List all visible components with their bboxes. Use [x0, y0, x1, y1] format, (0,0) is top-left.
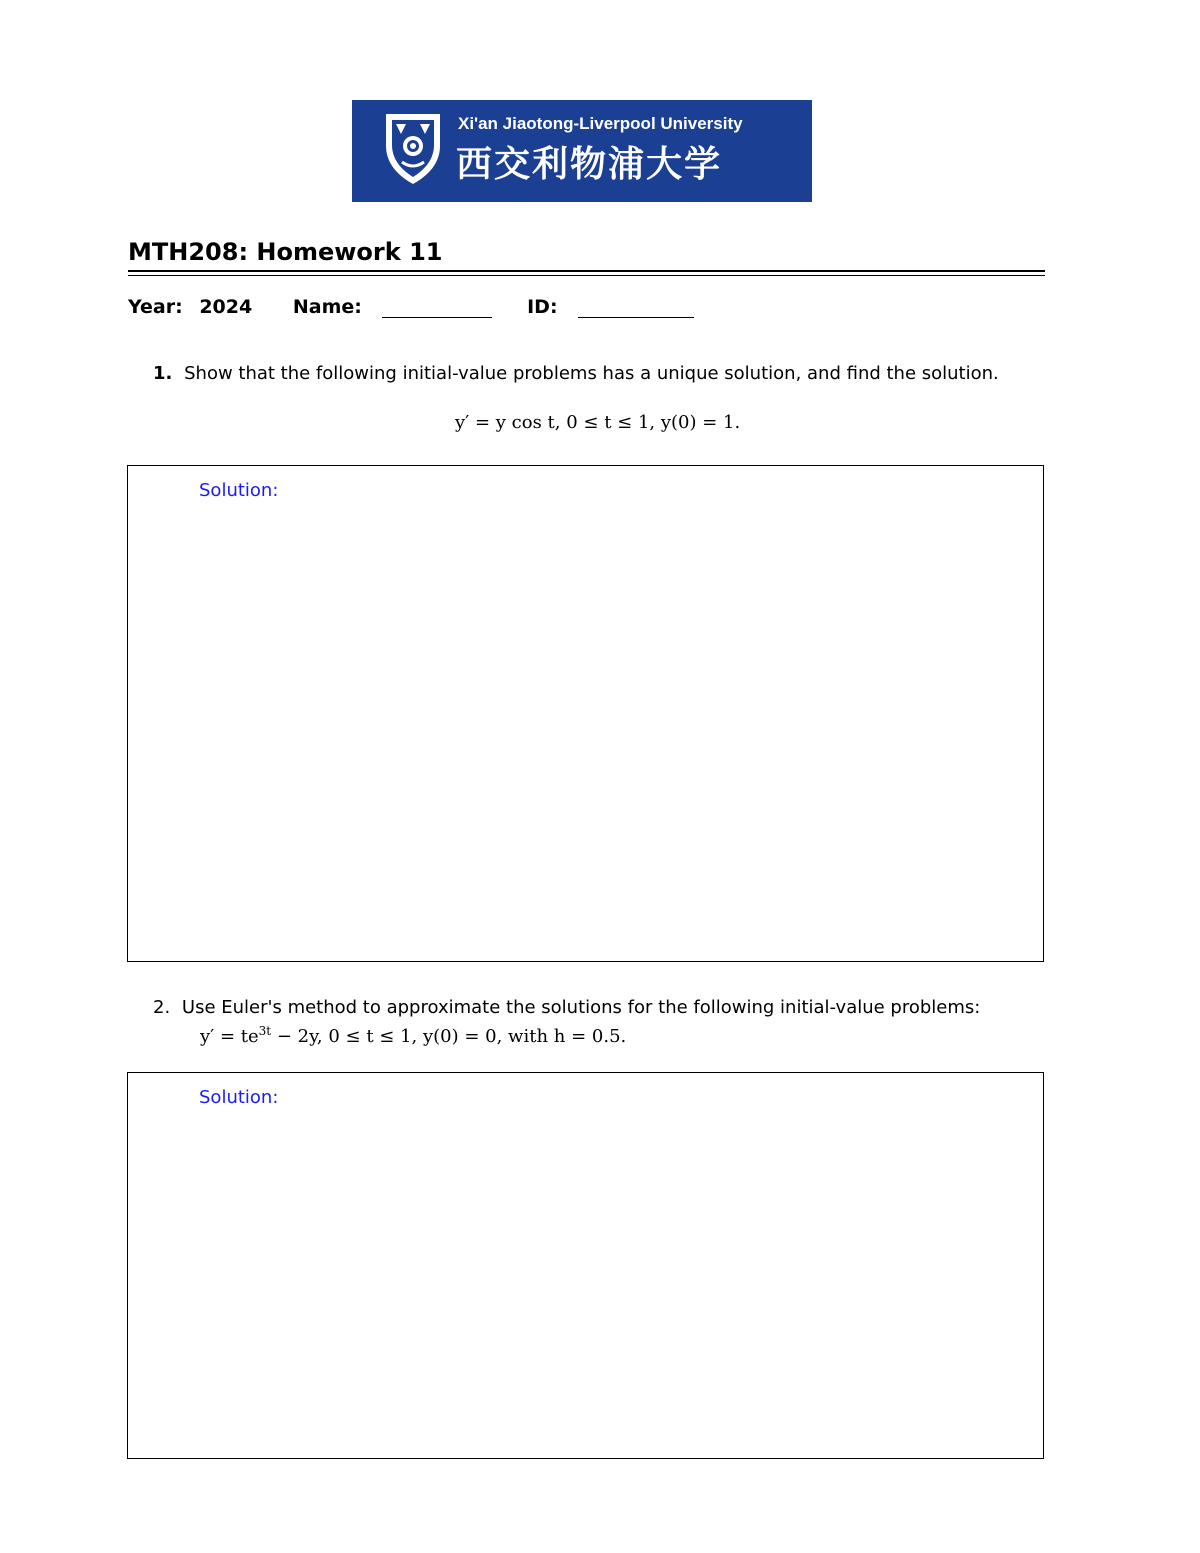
id-label: ID: — [527, 296, 558, 318]
page-title: MTH208: Homework 11 — [128, 238, 443, 266]
equation-rest: − 2y, 0 ≤ t ≤ 1, y(0) = 0, with h = 0.5. — [271, 1026, 627, 1047]
student-info-row — [128, 296, 694, 318]
name-label: Name: — [292, 296, 362, 318]
question-2-equation — [200, 1024, 626, 1047]
question-number: 1. — [153, 363, 173, 384]
title-rule-thin — [128, 275, 1045, 276]
answer-box-1[interactable] — [127, 465, 1044, 962]
equation-main: y′ = te — [200, 1026, 259, 1047]
solution-label: Solution: — [199, 1087, 279, 1108]
equation-exponent: 3t — [258, 1024, 272, 1038]
answer-box-2[interactable] — [127, 1072, 1044, 1459]
question-text: Show that the following initial-value problems has a unique solution, and find the solution. — [184, 363, 999, 384]
question-2 — [153, 997, 980, 1018]
year-label: Year: — [128, 296, 183, 318]
university-english-name: Xi'an Jiaotong-Liverpool University — [458, 114, 743, 133]
year-value: 2024 — [199, 296, 253, 318]
solution-label: Solution: — [199, 480, 279, 501]
name-field[interactable] — [382, 297, 492, 318]
question-number: 2. — [153, 997, 171, 1018]
question-1-equation: y′ = y cos t, 0 ≤ t ≤ 1, y(0) = 1. — [455, 412, 741, 433]
question-text: Use Euler's method to approximate the solutions for the following initial-value problems: — [181, 997, 981, 1018]
title-rule-thick — [128, 270, 1045, 272]
id-field[interactable] — [578, 297, 694, 318]
university-chinese-name: 西交利物浦大学 — [456, 143, 723, 185]
question-1 — [153, 363, 999, 384]
university-crest-icon — [384, 112, 442, 186]
university-logo-banner — [352, 100, 812, 202]
